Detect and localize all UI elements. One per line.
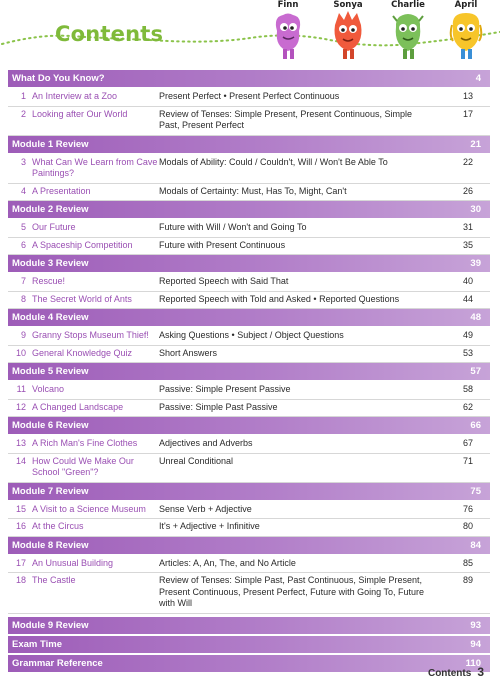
lesson-row[interactable] <box>8 220 490 238</box>
section-exam-time[interactable] <box>8 636 490 653</box>
section-page: 93 <box>470 619 481 631</box>
lesson-page: 58 <box>462 384 473 394</box>
section-label: Exam Time <box>12 638 62 650</box>
section-label: Module 3 Review <box>12 258 89 269</box>
lesson-title: At the Circus <box>32 521 84 531</box>
lesson-number: 7 <box>20 276 26 286</box>
lesson-grammar: Reported Speech with Said That <box>159 276 289 286</box>
lesson-number: 14 <box>15 455 26 466</box>
lesson-page: 89 <box>462 575 473 585</box>
character-charlie <box>378 0 438 61</box>
lesson-grammar: Unreal Conditional <box>159 455 234 466</box>
lesson-page: 80 <box>462 521 473 531</box>
lesson-title: A Rich Man's Fine Clothes <box>32 438 138 448</box>
section-grammar-reference[interactable] <box>8 655 490 672</box>
section-page: 84 <box>470 539 481 551</box>
section-label: Module 7 Review <box>12 485 89 497</box>
lesson-number: 8 <box>20 293 26 304</box>
section-label: Module 9 Review <box>12 619 89 631</box>
section-page: 21 <box>470 138 481 150</box>
lesson-page: 40 <box>462 276 473 286</box>
lesson-page: 26 <box>462 185 473 196</box>
lesson-row[interactable] <box>8 107 490 136</box>
lesson-number: 5 <box>20 222 26 232</box>
section-label: Module 8 Review <box>12 539 89 551</box>
lesson-grammar: Sense Verb + Adjective <box>159 503 252 514</box>
section-label: Module 1 Review <box>12 138 89 150</box>
lesson-title: The Secret World of Ants <box>32 293 132 304</box>
lesson-number: 10 <box>15 347 26 358</box>
lesson-row[interactable] <box>8 292 490 310</box>
lesson-number: 12 <box>15 401 26 412</box>
character-name: Finn <box>277 0 299 10</box>
section-module-6-review[interactable] <box>8 417 490 434</box>
lesson-grammar: Review of Tenses: Simple Past, Past Continuous, Simple Present, Present Continuous, Present Perfect, Future with Going To, Future with Will <box>159 575 424 608</box>
april-mascot-icon <box>449 11 483 61</box>
lesson-number: 4 <box>20 185 26 196</box>
character-name: Sonya <box>333 0 363 10</box>
lesson-number: 13 <box>15 438 26 448</box>
lesson-row[interactable] <box>8 238 490 256</box>
lesson-number: 17 <box>15 557 26 568</box>
section-what-do-you-know[interactable] <box>8 70 490 87</box>
lesson-row[interactable] <box>8 382 490 400</box>
lesson-title: Rescue! <box>32 276 66 286</box>
lesson-row[interactable] <box>8 155 490 184</box>
lesson-grammar: Articles: A, An, The, and No Article <box>159 557 296 568</box>
section-label: Grammar Reference <box>12 657 103 669</box>
lesson-page: 62 <box>462 401 473 412</box>
lesson-grammar: Asking Questions • Subject / Object Questions <box>159 330 344 340</box>
character-name: April <box>454 0 478 10</box>
lesson-number: 15 <box>15 503 26 514</box>
lesson-number: 18 <box>15 575 26 585</box>
section-module-7-review[interactable] <box>8 483 490 500</box>
charlie-mascot-icon <box>391 11 425 61</box>
lesson-grammar: Modals of Ability: Could / Couldn't, Will / Won't Be Able To <box>159 156 388 167</box>
character-name: Charlie <box>391 0 425 10</box>
section-module-5-review[interactable] <box>8 363 490 380</box>
section-page: 57 <box>470 366 481 377</box>
lesson-number: 2 <box>20 108 26 119</box>
lesson-title: Granny Stops Museum Thief! <box>32 330 149 340</box>
lesson-row[interactable] <box>8 328 490 346</box>
page-header <box>0 0 500 66</box>
section-label: Module 2 Review <box>12 204 89 215</box>
lesson-grammar: Adjectives and Adverbs <box>159 438 253 448</box>
lesson-row[interactable] <box>8 436 490 454</box>
section-page: 75 <box>470 485 481 497</box>
lesson-title: What Can We Learn from Cave Paintings? <box>32 156 158 178</box>
section-label: Module 6 Review <box>12 420 89 431</box>
lesson-number: 1 <box>20 91 26 101</box>
lesson-title: A Spaceship Competition <box>32 239 133 250</box>
section-page: 94 <box>470 638 481 650</box>
lesson-row[interactable] <box>8 400 490 418</box>
lesson-page: 17 <box>462 108 473 119</box>
lesson-page: 35 <box>462 239 473 250</box>
lesson-page: 53 <box>462 347 473 358</box>
lesson-title: Volcano <box>32 384 65 394</box>
lesson-number: 16 <box>15 521 26 531</box>
lesson-title: Looking after Our World <box>32 108 128 119</box>
lesson-number: 3 <box>20 156 26 167</box>
lesson-page: 76 <box>462 503 473 514</box>
lesson-title: A Changed Landscape <box>32 401 124 412</box>
lesson-page: 22 <box>462 156 473 167</box>
lesson-row[interactable] <box>8 346 490 364</box>
lesson-grammar: Review of Tenses: Simple Present, Present Continuous, Simple Past, Present Perfect <box>159 108 412 130</box>
lesson-row[interactable] <box>8 89 490 107</box>
character-finn <box>258 0 318 61</box>
lesson-page: 44 <box>462 293 473 304</box>
lesson-title: Our Future <box>32 222 76 232</box>
lesson-page: 49 <box>462 330 473 340</box>
section-label: Module 5 Review <box>12 366 89 377</box>
lesson-page: 67 <box>462 438 473 448</box>
lesson-row[interactable] <box>8 573 490 614</box>
section-page: 30 <box>470 204 481 215</box>
lesson-title: The Castle <box>32 575 76 585</box>
page-title: Contents <box>55 22 164 46</box>
lesson-row[interactable] <box>8 184 490 202</box>
lesson-row[interactable] <box>8 454 490 483</box>
lesson-row[interactable] <box>8 556 490 574</box>
lesson-page: 13 <box>462 91 473 101</box>
footer-label: Contents <box>427 668 472 679</box>
lesson-grammar: Future with Present Continuous <box>159 239 286 250</box>
lesson-grammar: Modals of Certainty: Must, Has To, Might, Can't <box>159 185 347 196</box>
lesson-grammar: Present Perfect • Present Perfect Continuous <box>159 91 340 101</box>
lesson-title: An Unusual Building <box>32 557 114 568</box>
lesson-grammar: Future with Will / Won't and Going To <box>159 222 307 232</box>
section-label: Module 4 Review <box>12 312 89 323</box>
lesson-grammar: Passive: Simple Present Passive <box>159 384 291 394</box>
section-page: 48 <box>470 312 481 323</box>
section-page: 66 <box>470 420 481 431</box>
section-module-4-review[interactable] <box>8 309 490 326</box>
lesson-grammar: It's + Adjective + Infinitive <box>159 521 260 531</box>
lesson-page: 85 <box>462 557 473 568</box>
lesson-title: General Knowledge Quiz <box>32 347 133 358</box>
section-module-8-review[interactable] <box>8 537 490 554</box>
lesson-row[interactable] <box>8 502 490 520</box>
section-module-3-review[interactable] <box>8 255 490 272</box>
lesson-title: How Could We Make Our School "Green"? <box>32 455 134 477</box>
section-label: What Do You Know? <box>12 73 105 84</box>
sonya-mascot-icon <box>331 11 365 61</box>
section-module-1-review[interactable] <box>8 136 490 153</box>
section-module-9-review[interactable] <box>8 617 490 634</box>
lesson-title: A Presentation <box>32 185 91 196</box>
section-page: 4 <box>475 73 481 84</box>
lesson-grammar: Reported Speech with Told and Asked • Reported Questions <box>159 293 400 304</box>
lesson-number: 11 <box>16 384 26 394</box>
section-page: 110 <box>465 657 481 669</box>
page-footer <box>428 665 484 679</box>
lesson-number: 6 <box>20 239 26 250</box>
lesson-number: 9 <box>20 330 26 340</box>
section-module-2-review[interactable] <box>8 201 490 218</box>
section-page: 39 <box>470 258 481 269</box>
page-number: 3 <box>477 665 484 679</box>
finn-mascot-icon <box>271 11 305 61</box>
lesson-row[interactable] <box>8 519 490 537</box>
character-april <box>436 0 496 61</box>
lesson-page: 71 <box>462 455 473 466</box>
lesson-grammar: Passive: Simple Past Passive <box>159 401 278 412</box>
lesson-page: 31 <box>462 222 473 232</box>
table-of-contents <box>8 70 490 674</box>
lesson-title: An Interview at a Zoo <box>32 91 118 101</box>
character-sonya <box>318 0 378 61</box>
lesson-title: A Visit to a Science Museum <box>32 503 146 514</box>
lesson-grammar: Short Answers <box>159 347 218 358</box>
lesson-row[interactable] <box>8 274 490 292</box>
